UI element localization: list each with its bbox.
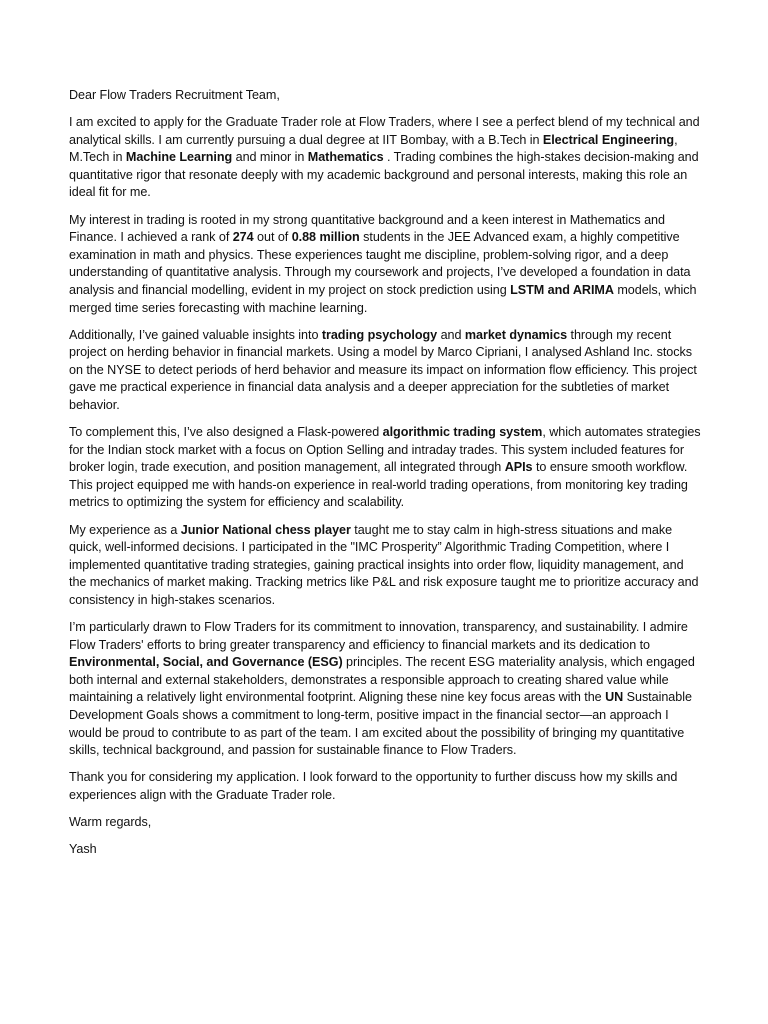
paragraph-text: models, which merged time series forecasting with machine learning. [69, 282, 697, 315]
emphasis-text: Junior National chess player [180, 522, 351, 537]
body-paragraph [69, 424, 701, 512]
emphasis-text: LSTM and ARIMA [510, 282, 614, 297]
emphasis-text: Electrical Engineering [542, 132, 675, 147]
emphasis-text: Environmental, Social, and Governance (ESG) [69, 655, 343, 670]
letter-body [69, 87, 701, 868]
body-paragraph [69, 114, 701, 202]
paragraph-text: taught me to stay calm in high-stress situations and make quick, well-informed decisions. I participated in the "IMC Prosperity” Algorithmic Trading Competition, where I implemented quantitative trading strategies, gaining practical insights into order flow, liquidity management, and the mechanics of market making. Tracking metrics like P&L and risk exposure taught me to prioritize accuracy and consistency in high-stakes scenarios. [69, 522, 699, 607]
emphasis-text: trading psychology [321, 327, 438, 342]
emphasis-text: APIs [504, 460, 533, 475]
paragraph-text: and minor in [232, 150, 308, 165]
emphasis-text: market dynamics [464, 327, 568, 342]
paragraph-text: To complement this, I’ve also designed a Flask-powered [69, 425, 383, 440]
signature: Yash [69, 842, 97, 857]
emphasis-text: Mathematics [307, 150, 384, 165]
letter-paragraphs [69, 114, 701, 804]
paragraph-text: I am excited to apply for the Graduate Trader role at Flow Traders, where I see a perfect blend of my technical and analytical skills. I am currently pursuing a dual degree at IIT Bombay, with a B.Tech in [69, 115, 700, 147]
closing: Warm regards, [69, 814, 152, 829]
paragraph-text: principles. The recent ESG materiality analysis, which engaged both internal and external stakeholders, demonstrates a responsible approach to creating shared value while maintaining a relatively light environmental footprint. Aligning these nine key focus areas with the [69, 655, 695, 705]
body-paragraph [69, 619, 701, 760]
paragraph-text: My interest in trading is rooted in my strong quantitative background and a keen interest in Mathematics and Finance. I achieved a rank of [69, 212, 665, 245]
paragraph-text: My experience as a [69, 522, 181, 537]
emphasis-text: Machine Learning [125, 150, 233, 165]
body-paragraph [69, 522, 701, 610]
body-paragraph [69, 212, 701, 318]
salutation: Dear Flow Traders Recruitment Team, [69, 88, 280, 102]
paragraph-text: through my recent project on herding behavior in financial markets. Using a model by Marco Cipriani, I analysed Ashland Inc. stocks on the NYSE to detect periods of herd behavior and measure its impact on information flow efficiency. This project gave me practical experience in financial data analysis and a deeper appreciation for the subtleties of market behavior. [69, 327, 697, 412]
paragraph-text: and [437, 327, 465, 342]
paragraph-text: , which automates strategies for the Indian stock market with a focus on Option Selling and intraday trades. This system included features for broker login, trade execution, and position management, all integrated through [69, 425, 701, 475]
paragraph-text: to ensure smooth workflow. This project equipped me with hands-on experience in real-world trading operations, from monitoring key trading metrics to optimizing the system for efficiency and scalability. [69, 460, 688, 510]
paragraph-text: students in the JEE Advanced exam, a highly competitive examination in math and physics. These experiences taught me discipline, problem-solving rigor, and a deep understanding of quantitative analysis. Through my coursework and projects, I’ve developed a foundation in data analysis and financial modelling, evident in my project on stock prediction using [69, 230, 691, 297]
paragraph-text: Additionally, I’ve gained valuable insights into [69, 327, 322, 342]
emphasis-text: algorithmic trading system [382, 425, 543, 440]
paragraph-text: , M.Tech in [69, 132, 678, 165]
emphasis-text: 274 [232, 230, 254, 245]
body-paragraph [69, 327, 701, 415]
emphasis-text: UN [605, 690, 624, 705]
body-paragraph [69, 769, 701, 804]
paragraph-text: Thank you for considering my application. I look forward to the opportunity to further discuss how my skills and experiences align with the Graduate Trader role. [69, 770, 678, 802]
paragraph-text: . Trading combines the high-stakes decision-making and quantitative rigor that resonate deeply with my academic background and personal interests, making this role an ideal fit for me. [69, 150, 699, 200]
paragraph-text: I’m particularly drawn to Flow Traders for its commitment to innovation, transparency, and sustainability. I admire Flow Traders' efforts to bring greater transparency and efficiency to financial markets and its dedication to [69, 620, 688, 652]
paragraph-text: Sustainable Development Goals shows a commitment to long-term, positive impact in the financial sector—an approach I would be proud to contribute to as part of the team. I am excited about the possibility of bringing my quantitative skills, technical background, and passion for sustainable finance to Flow Traders. [69, 690, 692, 758]
emphasis-text: 0.88 million [291, 230, 360, 245]
paragraph-text: out of [253, 230, 292, 245]
